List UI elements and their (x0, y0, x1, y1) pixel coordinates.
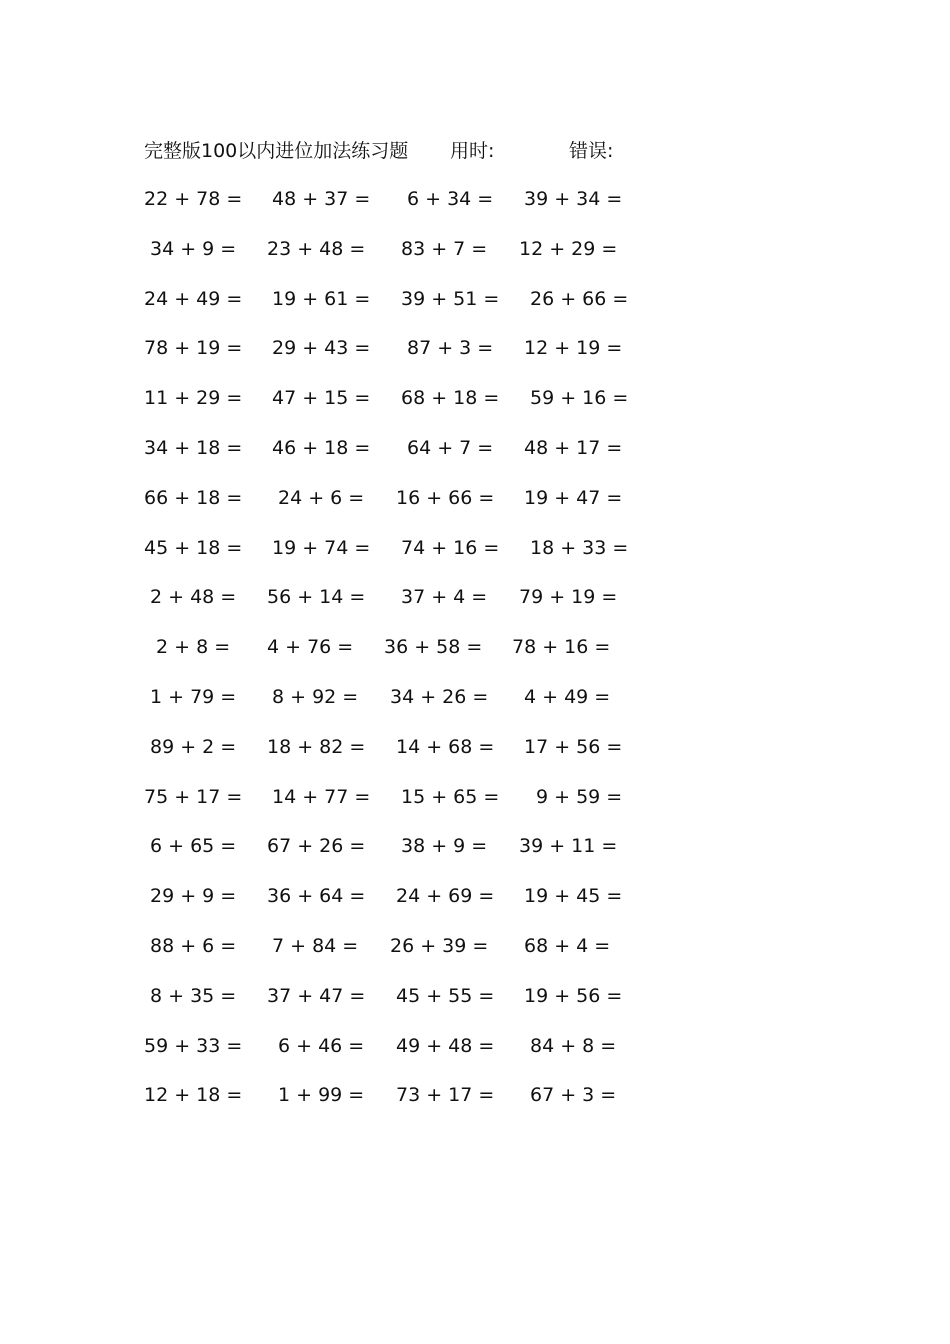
time-label: 用时: (450, 140, 495, 162)
addition-problem: 6 + 34 = (407, 188, 494, 210)
addition-problem: 34 + 9 = (150, 237, 237, 260)
problem-grid (0, 184, 950, 1130)
addition-problem: 4 + 49 = (524, 685, 611, 708)
addition-problem: 66 + 18 = (144, 486, 243, 509)
addition-problem: 17 + 56 = (524, 735, 623, 758)
addition-problem: 12 + 18 = (144, 1084, 243, 1107)
problem-row (0, 284, 950, 334)
addition-problem: 59 + 33 = (144, 1034, 243, 1057)
addition-problem: 39 + 34 = (524, 188, 623, 210)
addition-problem: 7 + 84 = (272, 934, 359, 957)
addition-problem: 47 + 15 = (272, 387, 371, 410)
problem-row (0, 483, 950, 533)
addition-problem: 16 + 66 = (396, 486, 495, 509)
addition-problem: 74 + 16 = (401, 536, 500, 559)
addition-problem: 14 + 68 = (396, 735, 495, 758)
addition-problem: 29 + 43 = (272, 337, 371, 360)
problem-row (0, 333, 950, 383)
addition-problem: 6 + 46 = (278, 1034, 365, 1057)
addition-problem: 26 + 39 = (390, 934, 489, 957)
addition-problem: 68 + 4 = (524, 934, 611, 957)
addition-problem: 37 + 4 = (401, 586, 488, 609)
addition-problem: 38 + 9 = (401, 835, 488, 858)
addition-problem: 48 + 37 = (272, 188, 371, 210)
addition-problem: 46 + 18 = (272, 436, 371, 459)
addition-problem: 4 + 76 = (267, 636, 354, 659)
addition-problem: 6 + 65 = (150, 835, 237, 858)
addition-problem: 14 + 77 = (272, 785, 371, 808)
addition-problem: 68 + 18 = (401, 387, 500, 410)
addition-problem: 48 + 17 = (524, 436, 623, 459)
problem-row (0, 682, 950, 732)
addition-problem: 1 + 99 = (278, 1084, 365, 1107)
addition-problem: 49 + 48 = (396, 1034, 495, 1057)
addition-problem: 19 + 45 = (524, 885, 623, 908)
problem-row (0, 184, 950, 234)
problem-row (0, 234, 950, 284)
addition-problem: 26 + 66 = (530, 287, 629, 310)
error-label: 错误: (569, 140, 614, 162)
problem-row (0, 981, 950, 1031)
addition-problem: 9 + 59 = (536, 785, 623, 808)
addition-problem: 18 + 33 = (530, 536, 629, 559)
addition-problem: 19 + 74 = (272, 536, 371, 559)
addition-problem: 8 + 92 = (272, 685, 359, 708)
addition-problem: 75 + 17 = (144, 785, 243, 808)
addition-problem: 19 + 61 = (272, 287, 371, 310)
addition-problem: 84 + 8 = (530, 1034, 617, 1057)
problem-row (0, 881, 950, 931)
addition-problem: 2 + 48 = (150, 586, 237, 609)
addition-problem: 36 + 64 = (267, 885, 366, 908)
addition-problem: 18 + 82 = (267, 735, 366, 758)
addition-problem: 37 + 47 = (267, 984, 366, 1007)
addition-problem: 22 + 78 = (144, 188, 243, 210)
addition-problem: 34 + 18 = (144, 436, 243, 459)
addition-problem: 24 + 69 = (396, 885, 495, 908)
addition-problem: 8 + 35 = (150, 984, 237, 1007)
problem-row (0, 782, 950, 832)
addition-problem: 34 + 26 = (390, 685, 489, 708)
addition-problem: 24 + 6 = (278, 486, 365, 509)
addition-problem: 15 + 65 = (401, 785, 500, 808)
addition-problem: 88 + 6 = (150, 934, 237, 957)
problem-row (0, 582, 950, 632)
problem-row (0, 931, 950, 981)
addition-problem: 1 + 79 = (150, 685, 237, 708)
addition-problem: 45 + 18 = (144, 536, 243, 559)
worksheet-title: 完整版100以内进位加法练习题 (144, 140, 409, 162)
addition-problem: 87 + 3 = (407, 337, 494, 360)
problem-row (0, 831, 950, 881)
worksheet-header (144, 136, 664, 166)
problem-row (0, 433, 950, 483)
addition-problem: 39 + 11 = (519, 835, 618, 858)
addition-problem: 2 + 8 = (156, 636, 231, 659)
addition-problem: 23 + 48 = (267, 237, 366, 260)
problem-row (0, 1031, 950, 1081)
addition-problem: 83 + 7 = (401, 237, 488, 260)
addition-problem: 36 + 58 = (384, 636, 483, 659)
addition-problem: 79 + 19 = (519, 586, 618, 609)
addition-problem: 12 + 19 = (524, 337, 623, 360)
addition-problem: 39 + 51 = (401, 287, 500, 310)
addition-problem: 19 + 56 = (524, 984, 623, 1007)
addition-problem: 89 + 2 = (150, 735, 237, 758)
problem-row (0, 632, 950, 682)
addition-problem: 12 + 29 = (519, 237, 618, 260)
addition-problem: 56 + 14 = (267, 586, 366, 609)
problem-row (0, 1080, 950, 1130)
problem-row (0, 533, 950, 583)
addition-problem: 64 + 7 = (407, 436, 494, 459)
problem-row (0, 383, 950, 433)
addition-problem: 67 + 3 = (530, 1084, 617, 1107)
addition-problem: 24 + 49 = (144, 287, 243, 310)
addition-problem: 78 + 16 = (512, 636, 611, 659)
addition-problem: 29 + 9 = (150, 885, 237, 908)
addition-problem: 19 + 47 = (524, 486, 623, 509)
addition-problem: 59 + 16 = (530, 387, 629, 410)
addition-problem: 45 + 55 = (396, 984, 495, 1007)
problem-row (0, 732, 950, 782)
addition-problem: 67 + 26 = (267, 835, 366, 858)
addition-problem: 73 + 17 = (396, 1084, 495, 1107)
addition-problem: 11 + 29 = (144, 387, 243, 410)
addition-problem: 78 + 19 = (144, 337, 243, 360)
